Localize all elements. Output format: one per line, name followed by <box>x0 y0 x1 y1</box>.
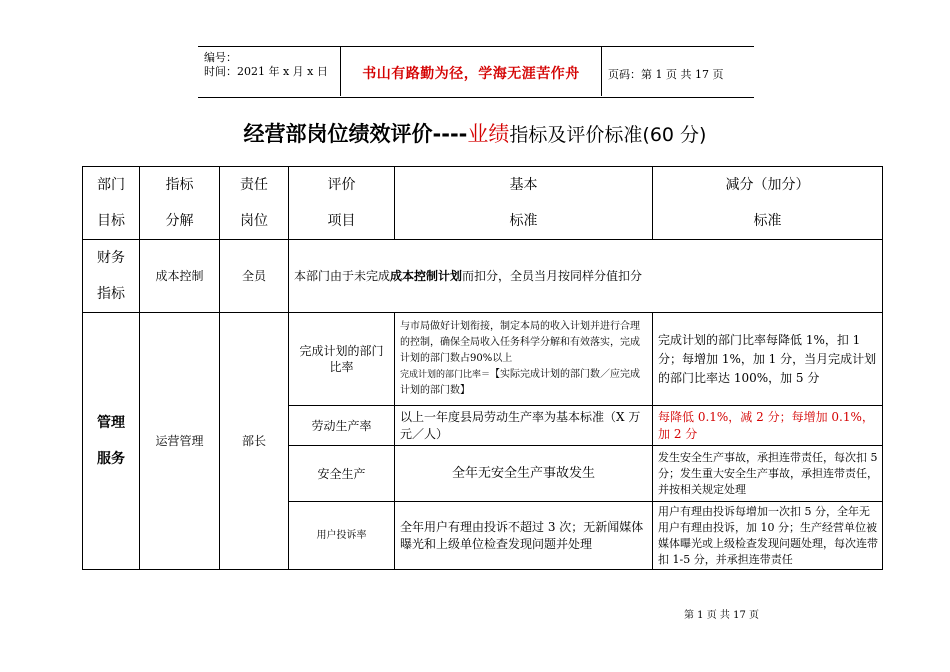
header-standard-bottom: 标准 <box>509 213 538 229</box>
standard-plan-ratio-formula-small: 完成计划的部门比率＝ <box>400 370 491 380</box>
management-dept-bottom: 服务 <box>97 451 125 467</box>
management-position: 部长 <box>220 313 289 570</box>
score-safety: 发生安全生产事故，承担连带责任，每次扣 5 分；发生重大安全生产事故，承担连带责任，并按相关规定处理 <box>653 446 883 502</box>
evaluation-table <box>82 166 883 570</box>
management-dept-top: 管理 <box>97 415 125 431</box>
finance-indicator: 成本控制 <box>140 240 220 313</box>
motto-cell <box>340 46 602 96</box>
standard-plan-ratio <box>395 313 653 406</box>
standard-complaints: 全年用户有理由投诉不超过 3 次；无新闻媒体曝光和上级单位检查发现问题并处理 <box>395 502 653 570</box>
standard-plan-ratio-formula: 【实际完成计划的部门数／应完成计划的部门数】 <box>400 369 641 396</box>
motto-text: 书山有路勤为径，学海无涯苦作舟 <box>362 66 580 82</box>
header-dept-bottom: 目标 <box>97 213 125 229</box>
title-main: 经营部岗位绩效评价---- <box>243 122 468 146</box>
item-complaints: 用户投诉率 <box>289 502 395 570</box>
header-indicator-bottom: 分解 <box>165 213 194 229</box>
number-label: 编号： <box>204 51 237 64</box>
management-indicator: 运营管理 <box>140 313 220 570</box>
header-standard-top: 基本 <box>509 177 538 193</box>
finance-dept-top: 财务 <box>97 250 125 266</box>
header-indicator-top: 指标 <box>165 177 194 193</box>
standard-productivity: 以上一年度县局劳动生产率为基本标准（X 万元／人） <box>395 406 653 446</box>
table-row-plan-ratio <box>83 313 883 406</box>
header-score-top: 减分（加分） <box>725 177 810 193</box>
item-productivity: 劳动生产率 <box>289 406 395 446</box>
table-row-finance <box>83 240 883 313</box>
finance-dept-bottom: 指标 <box>97 286 125 302</box>
header-score-bottom: 标准 <box>753 213 782 229</box>
header-dept-top: 部门 <box>97 177 125 193</box>
finance-text-pre: 本部门由于未完成 <box>294 269 391 283</box>
page-title <box>0 118 950 148</box>
document-header <box>198 46 754 98</box>
header-meta <box>204 51 328 79</box>
item-safety: 安全生产 <box>289 446 395 502</box>
page-info: 页码：第 1 页 共 17 页 <box>608 68 724 81</box>
header-position-top: 责任 <box>240 177 268 193</box>
header-item-bottom: 项目 <box>327 213 356 229</box>
score-plan-ratio: 完成计划的部门比率每降低 1%，扣 1 分；每增加 1%，加 1 分，当月完成计划的部门比率达 100%，加 5 分 <box>653 313 883 406</box>
finance-text-bold: 成本控制计划 <box>390 269 463 283</box>
score-complaints: 用户有理由投诉每增加一次扣 5 分，全年无用户有理由投诉，加 10 分；生产经营单位被媒体曝光或上级检查发现问题处理，每次连带扣 1-5 分，并承担连带责任 <box>653 502 883 570</box>
finance-text-post: 而扣分，全员当月按同样分值扣分 <box>462 269 643 283</box>
management-dept <box>83 313 140 570</box>
finance-description <box>289 240 883 313</box>
standard-plan-ratio-text: 与市局做好计划衔接，制定本局的收入计划并进行合理的控制，确保全局收入任务科学分解和有效落实，完成计划的部门数占90%以上 <box>400 321 640 364</box>
standard-safety: 全年无安全生产事故发生 <box>395 446 653 502</box>
table-header-row <box>83 167 883 240</box>
header-position-bottom: 岗位 <box>240 213 268 229</box>
title-red: 业绩 <box>467 122 510 146</box>
item-plan-ratio: 完成计划的部门比率 <box>289 313 395 406</box>
score-productivity: 每降低 0.1%，减 2 分；每增加 0.1%，加 2 分 <box>653 406 883 446</box>
header-item-top: 评价 <box>327 177 356 193</box>
title-tail: 指标及评价标准(60 分) <box>509 124 707 146</box>
time-label: 时间：2021 年 x 月 x 日 <box>204 65 328 78</box>
page-footer: 第 1 页 共 17 页 <box>684 610 759 621</box>
finance-position: 全员 <box>220 240 289 313</box>
